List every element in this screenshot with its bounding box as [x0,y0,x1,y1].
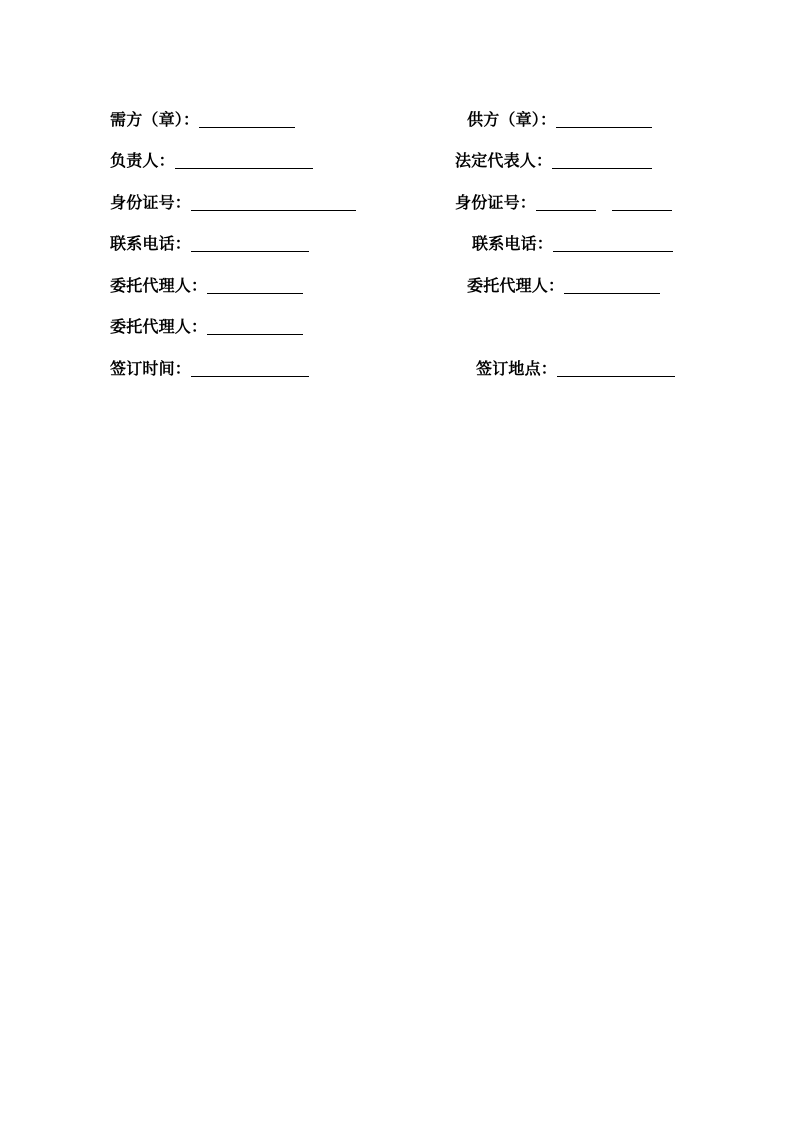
buyer-id-number-label: 身份证号： [110,193,192,212]
sign-time-field [110,355,309,379]
sign-place-label: 签订地点： [476,359,558,378]
buyer-seal-blank[interactable] [199,109,295,128]
buyer-phone-label: 联系电话： [110,234,192,253]
sign-time-blank[interactable] [191,358,309,377]
buyer-agent-2-label: 委托代理人： [110,317,208,336]
buyer-agent-blank[interactable] [207,275,303,294]
buyer-id-number-field [110,189,356,213]
buyer-seal-label: 需方（章）： [110,110,200,129]
supplier-agent-field [467,272,660,296]
sign-place-field [476,355,675,379]
supplier-agent-blank[interactable] [564,275,660,294]
buyer-agent-2-field [110,313,303,337]
supplier-phone-label: 联系电话： [472,234,554,253]
responsible-person-field [110,147,313,171]
supplier-id-number-label: 身份证号： [455,193,537,212]
buyer-agent-field [110,272,303,296]
responsible-person-blank[interactable] [175,150,313,169]
buyer-agent-label: 委托代理人： [110,276,208,295]
supplier-phone-field [472,230,673,254]
supplier-phone-blank[interactable] [553,233,673,252]
supplier-id-number-field [455,189,672,213]
legal-representative-blank[interactable] [552,150,652,169]
buyer-id-number-blank[interactable] [191,192,356,211]
responsible-person-label: 负责人： [110,151,175,170]
buyer-phone-blank[interactable] [191,233,309,252]
buyer-seal-field [110,106,295,130]
buyer-phone-field [110,230,309,254]
blank-gap [596,193,612,211]
sign-time-label: 签订时间： [110,359,192,378]
supplier-seal-field [467,106,652,130]
supplier-seal-label: 供方（章）： [467,110,557,129]
supplier-agent-label: 委托代理人： [467,276,565,295]
supplier-id-number-blank-segment [612,192,672,211]
buyer-agent-2-blank[interactable] [207,316,303,335]
sign-place-blank[interactable] [557,358,675,377]
supplier-id-number-blank-segment [536,192,596,211]
supplier-id-number-blank[interactable] [536,192,672,211]
legal-representative-label: 法定代表人： [455,151,553,170]
legal-representative-field [455,147,652,171]
supplier-seal-blank[interactable] [556,109,652,128]
